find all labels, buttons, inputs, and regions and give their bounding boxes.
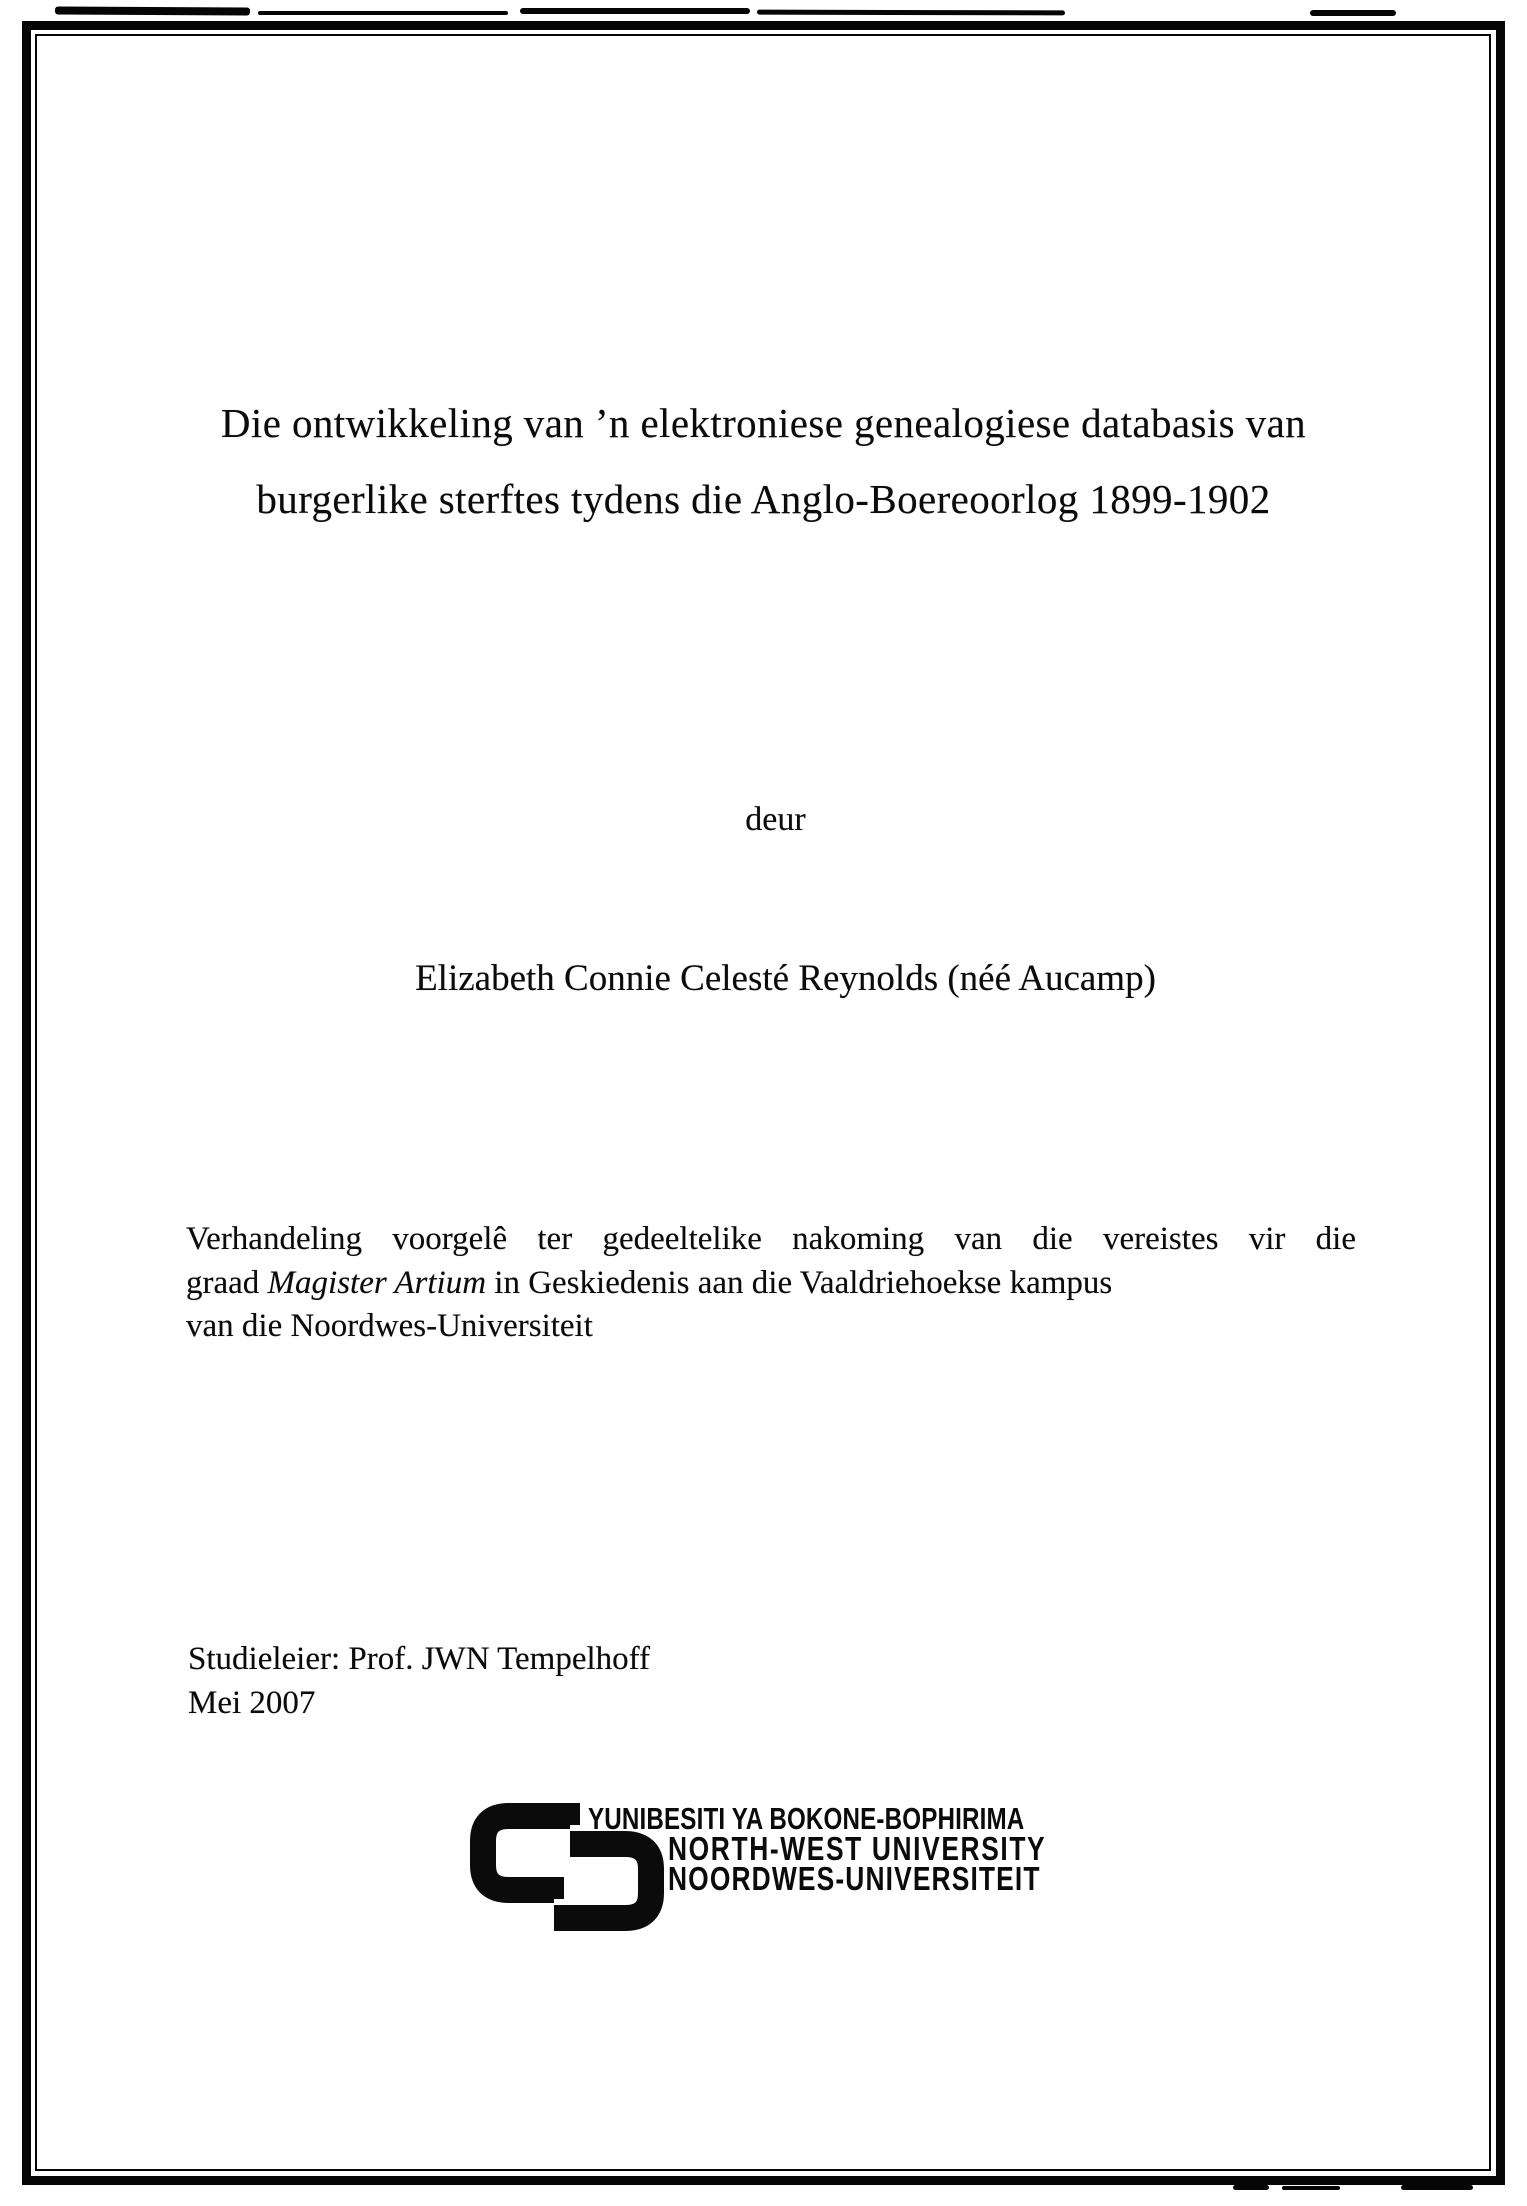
logo-line-setswana: YUNIBESITI YA BOKONE-BOPHIRIMA	[588, 1801, 1025, 1836]
statement-line-2-prefix: graad	[186, 1264, 268, 1301]
scan-artifact	[1310, 10, 1396, 16]
thesis-title-line-2: burgerlike sterftes tydens die Anglo-Boereoorlog 1899-1902	[256, 476, 1271, 522]
thesis-statement	[186, 1218, 1356, 1349]
logo-line-english: NORTH-WEST UNIVERSITY	[668, 1830, 1047, 1867]
university-logo-text	[588, 1801, 1147, 1897]
scan-artifact	[1282, 2186, 1340, 2190]
byline: deur	[745, 801, 806, 838]
scan-artifact	[757, 10, 1065, 16]
scan-artifact	[55, 6, 250, 15]
scan-artifact	[258, 11, 508, 15]
scan-artifact	[1233, 2185, 1269, 2190]
university-logo	[467, 1800, 1187, 1945]
degree-name-italic: Magister Artium	[267, 1264, 487, 1301]
thesis-title-line-1: Die ontwikkeling van ’n elektroniese genealogiese databasis van	[220, 400, 1307, 446]
date-line: Mei 2007	[188, 1685, 316, 1721]
statement-line-2	[186, 1262, 1356, 1306]
supervisor-line: Studieleier: Prof. JWN Tempelhoff	[188, 1641, 651, 1677]
statement-line-3: van die Noordwes-Universiteit	[186, 1308, 593, 1344]
author-name: Elizabeth Connie Celesté Reynolds (néé Aucamp)	[415, 958, 1156, 999]
thesis-title	[10, 385, 1517, 537]
scan-artifact	[1401, 2185, 1473, 2190]
statement-line-1: Verhandeling voorgelê ter gedeeltelike nakoming van die vereistes vir die	[186, 1221, 1356, 1257]
scan-artifact	[520, 8, 750, 14]
statement-line-2-suffix: in Geskiedenis aan die Vaaldriehoekse kampus	[486, 1264, 1113, 1301]
logo-line-afrikaans: NOORDWES-UNIVERSITEIT	[668, 1860, 1041, 1897]
